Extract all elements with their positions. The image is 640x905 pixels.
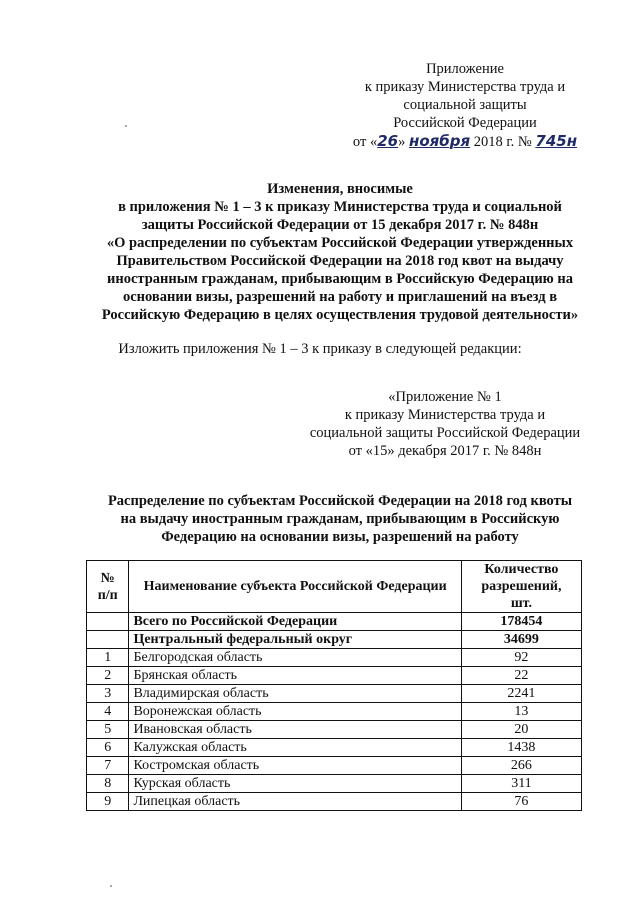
row-region-name: Калужская область [129,739,461,757]
row-permit-count: 178454 [461,613,581,631]
quota-table [86,560,582,811]
row-number: 9 [87,793,129,811]
date-prefix: от « [352,134,378,150]
header-permit-count [461,561,581,613]
row-region-name: Ивановская область [129,721,461,739]
distribution-title-line: Распределение по субъектам Российской Федерации на 2018 год квоты [107,493,573,509]
appendix-1-line: к приказу Министерства труда и [344,407,546,423]
changes-title-line: иностранным гражданам, прибывающим в Российскую Федерацию на [107,271,573,287]
header-count-line: Количество [484,562,559,577]
changes-title-line: «О распределении по субъектам Российской Федерации утвержденных [106,235,574,251]
row-number [87,631,129,649]
changes-title-line: Правительством Российской Федерации на 2018 год квот на выдачу [116,253,564,269]
changes-title-line: основании визы, разрешений на работу и приглашений на въезд в [122,289,558,305]
row-number: 8 [87,775,129,793]
header-number-line: п/п [97,587,118,603]
row-region-name: Липецкая область [129,793,461,811]
table-row-district [87,631,582,649]
row-permit-count: 13 [461,703,581,721]
appendix-line: Приложение [426,61,504,77]
handwritten-order-number: 745н [535,132,578,150]
row-permit-count: 311 [461,775,581,793]
row-number: 7 [87,757,129,775]
row-permit-count: 20 [461,721,581,739]
appendix-1-header [290,388,600,460]
handwritten-day: 26 [377,132,399,150]
scan-speck [110,885,112,887]
changes-title-line: Российскую Федерацию в целях осуществления трудовой деятельности» [101,307,579,323]
appendix-1-line: от «15» декабря 2017 г. № 848н [348,443,542,459]
table-row [87,649,582,667]
header-count-line: шт. [510,596,532,611]
row-number: 6 [87,739,129,757]
row-region-name: Курская область [129,775,461,793]
distribution-title [80,492,600,546]
date-mid: » [398,134,409,150]
table-row [87,757,582,775]
row-region-name: Владимирская область [129,685,461,703]
instruction-paragraph: Изложить приложения № 1 – 3 к приказу в следующей редакции: [118,341,522,357]
distribution-title-line: на выдачу иностранным гражданам, прибывающим в Российскую [120,511,560,527]
table-row [87,703,582,721]
table-row [87,775,582,793]
appendix-1-line: социальной защиты Российской Федерации [309,425,581,441]
row-permit-count: 1438 [461,739,581,757]
table-row-total [87,613,582,631]
row-region-name: Костромская область [129,757,461,775]
distribution-title-line: Федерацию на основании визы, разрешений на работу [161,529,519,545]
appendix-date-line [330,132,600,151]
table-row [87,793,582,811]
row-region-name: Белгородская область [129,649,461,667]
row-permit-count: 2241 [461,685,581,703]
header-number-line: № [100,570,115,586]
scan-speck [125,125,127,127]
row-permit-count: 92 [461,649,581,667]
row-region-name: Брянская область [129,667,461,685]
row-permit-count: 266 [461,757,581,775]
changes-title-line: защиты Российской Федерации от 15 декабря 2017 г. № 848н [141,217,539,233]
appendix-1-line: «Приложение № 1 [388,389,502,405]
appendix-header [330,60,600,151]
table-row [87,667,582,685]
row-number: 5 [87,721,129,739]
table-header-row [87,561,582,613]
row-region-name: Центральный федеральный округ [129,631,461,649]
row-number: 2 [87,667,129,685]
row-permit-count: 34699 [461,631,581,649]
row-permit-count: 22 [461,667,581,685]
table-row [87,721,582,739]
table-row [87,685,582,703]
appendix-line: социальной защиты [403,97,527,113]
row-number [87,613,129,631]
row-permit-count: 76 [461,793,581,811]
header-number [87,561,129,613]
row-number: 4 [87,703,129,721]
header-count-line: разрешений, [481,579,562,594]
header-region-name: Наименование субъекта Российской Федерации [129,561,461,613]
appendix-line: к приказу Министерства труда и [364,79,566,95]
row-number: 3 [87,685,129,703]
appendix-line: Российской Федерации [393,115,537,131]
row-region-name: Всего по Российской Федерации [129,613,461,631]
changes-title-line: в приложения № 1 – 3 к приказу Министерства труда и социальной [118,199,562,215]
changes-title-line: Изменения, вносимые [267,181,413,197]
handwritten-month: ноября [408,132,471,150]
table-row [87,739,582,757]
row-region-name: Воронежская область [129,703,461,721]
date-year: 2018 г. № [470,134,536,150]
changes-title [80,180,600,324]
row-number: 1 [87,649,129,667]
